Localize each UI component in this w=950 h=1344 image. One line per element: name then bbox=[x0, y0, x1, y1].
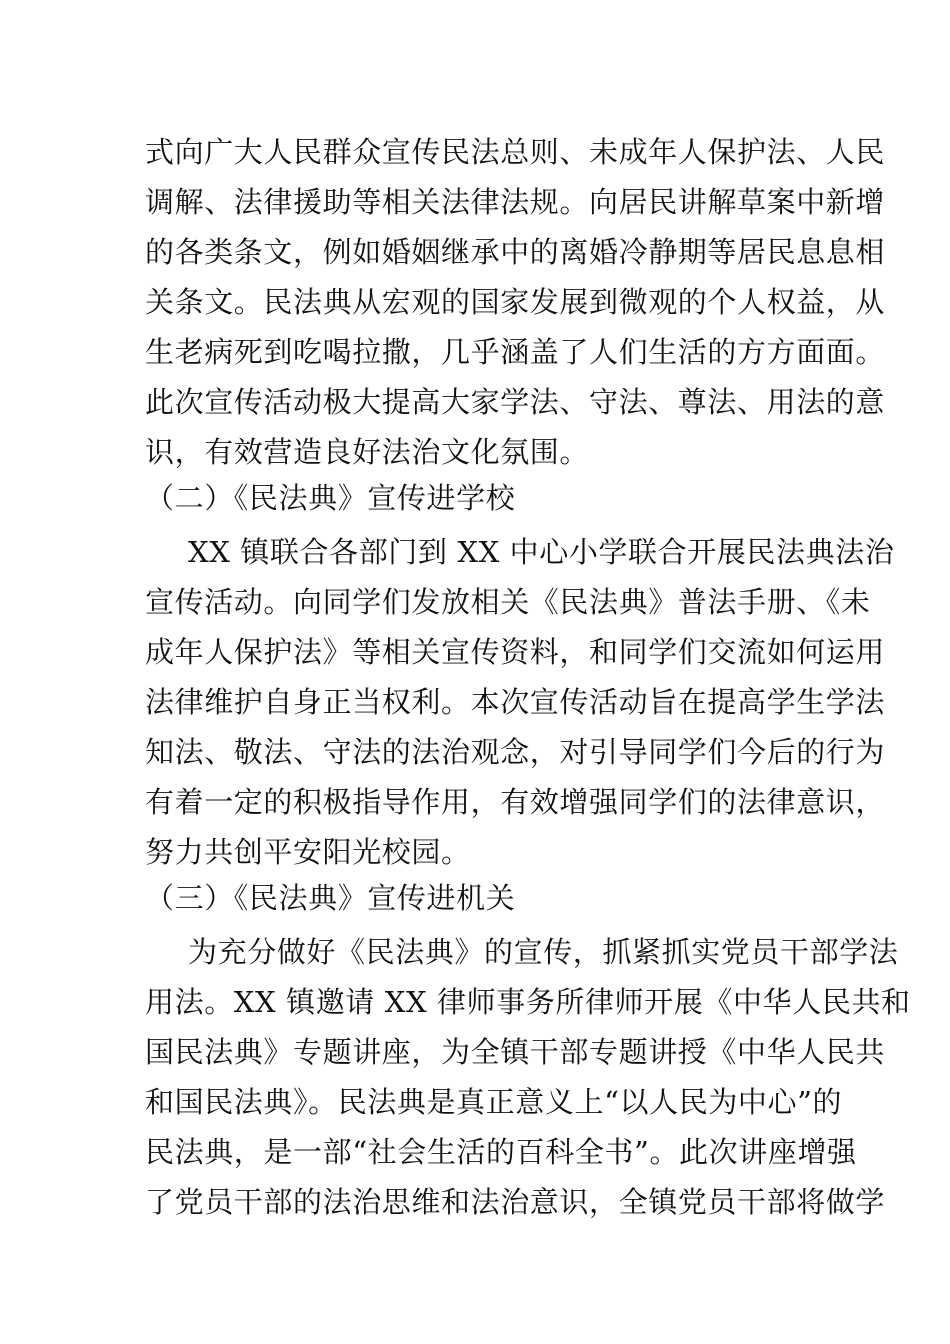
body-text-line: 努力共创平安阳光校园。 bbox=[145, 835, 471, 869]
section-heading: （二）《民法典》宣传进学校 bbox=[145, 481, 516, 515]
body-text-line: 调解、法律援助等相关法律法规。向居民讲解草案中新增 bbox=[145, 185, 886, 219]
body-text-line: 成年人保护法》等相关宣传资料，和同学们交流如何运用 bbox=[145, 635, 886, 669]
paragraph-first-line: XX 镇联合各部门到 XX 中心小学联合开展民法典法治 bbox=[188, 535, 895, 569]
section-heading: （三）《民法典》宣传进机关 bbox=[145, 881, 516, 915]
body-text-line: 关条文。民法典从宏观的国家发展到微观的个人权益，从 bbox=[145, 285, 886, 319]
body-text-line: 识，有效营造良好法治文化氛围。 bbox=[145, 435, 590, 469]
body-text-line: 和国民法典》。民法典是真正意义上“以人民为中心”的 bbox=[145, 1085, 843, 1119]
body-text-line: 的各类条文，例如婚姻继承中的离婚冷静期等居民息息相 bbox=[145, 235, 886, 269]
body-text-line: 式向广大人民群众宣传民法总则、未成年人保护法、人民 bbox=[145, 135, 886, 169]
body-text-line: 宣传活动。向同学们发放相关《民法典》普法手册、《未 bbox=[145, 585, 871, 619]
body-text-line: 民法典，是一部“社会生活的百科全书”。此次讲座增强 bbox=[145, 1135, 857, 1169]
body-text-line: 知法、敬法、守法的法治观念，对引导同学们今后的行为 bbox=[145, 735, 886, 769]
body-text-line: 了党员干部的法治思维和法治意识，全镇党员干部将做学 bbox=[145, 1185, 886, 1219]
body-text-line: 国民法典》专题讲座，为全镇干部专题讲授《中华人民共 bbox=[145, 1035, 886, 1069]
body-text-line: 生老病死到吃喝拉撒，几乎涵盖了人们生活的方方面面。 bbox=[145, 335, 886, 369]
paragraph-first-line: 为充分做好《民法典》的宣传，抓紧抓实党员干部学法 bbox=[188, 935, 899, 969]
body-text-line: 用法。XX 镇邀请 XX 律师事务所律师开展《中华人民共和 bbox=[145, 985, 911, 1019]
body-text-line: 法律维护自身正当权利。本次宣传活动旨在提高学生学法 bbox=[145, 685, 886, 719]
body-text-line: 有着一定的积极指导作用，有效增强同学们的法律意识， bbox=[145, 785, 886, 819]
body-text-line: 此次宣传活动极大提高大家学法、守法、尊法、用法的意 bbox=[145, 385, 886, 419]
